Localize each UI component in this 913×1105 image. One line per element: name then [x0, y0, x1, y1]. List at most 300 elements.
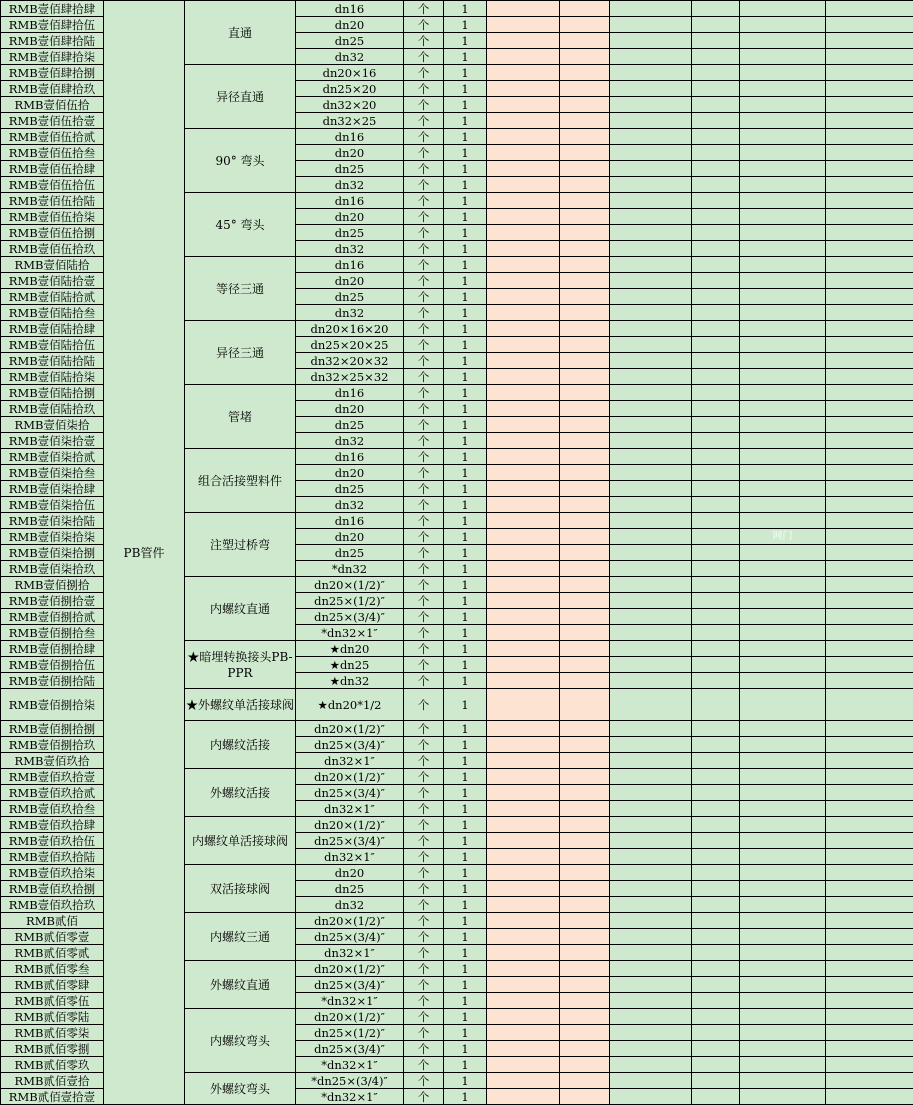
blank-cell[interactable]: [740, 913, 826, 929]
spec-cell[interactable]: dn32×25×32: [296, 369, 404, 385]
blank-cell[interactable]: [740, 369, 826, 385]
blank-cell[interactable]: [826, 513, 913, 529]
price-cell[interactable]: [487, 577, 560, 593]
unit-cell[interactable]: 个: [404, 785, 444, 801]
blank-cell[interactable]: [740, 945, 826, 961]
spec-cell[interactable]: dn25×(3/4)″: [296, 833, 404, 849]
blank-cell[interactable]: [692, 657, 740, 673]
serial-cell[interactable]: RMB贰佰零壹: [1, 929, 104, 945]
blank-cell[interactable]: [826, 993, 913, 1009]
qty-cell[interactable]: 1: [444, 801, 487, 817]
blank-cell[interactable]: [826, 881, 913, 897]
spec-cell[interactable]: ★dn25: [296, 657, 404, 673]
blank-cell[interactable]: [692, 929, 740, 945]
blank-cell[interactable]: [826, 801, 913, 817]
amount-cell[interactable]: [560, 433, 610, 449]
qty-cell[interactable]: 1: [444, 721, 487, 737]
serial-cell[interactable]: RMB壹佰玖拾贰: [1, 785, 104, 801]
unit-cell[interactable]: 个: [404, 305, 444, 321]
price-cell[interactable]: [487, 977, 560, 993]
amount-cell[interactable]: [560, 321, 610, 337]
blank-cell[interactable]: [826, 417, 913, 433]
blank-cell[interactable]: [692, 817, 740, 833]
qty-cell[interactable]: 1: [444, 513, 487, 529]
unit-cell[interactable]: 个: [404, 945, 444, 961]
blank-cell[interactable]: [826, 65, 913, 81]
item-name-cell[interactable]: 注塑过桥弯: [185, 513, 296, 577]
blank-cell[interactable]: [610, 993, 692, 1009]
blank-cell[interactable]: [740, 673, 826, 689]
blank-cell[interactable]: [826, 193, 913, 209]
spec-cell[interactable]: dn25×(3/4)″: [296, 977, 404, 993]
blank-cell[interactable]: [826, 305, 913, 321]
price-cell[interactable]: [487, 1089, 560, 1105]
blank-cell[interactable]: [740, 337, 826, 353]
unit-cell[interactable]: 个: [404, 577, 444, 593]
price-cell[interactable]: [487, 657, 560, 673]
blank-cell[interactable]: [610, 1057, 692, 1073]
qty-cell[interactable]: 1: [444, 129, 487, 145]
blank-cell[interactable]: [826, 1041, 913, 1057]
amount-cell[interactable]: [560, 849, 610, 865]
blank-cell[interactable]: [826, 689, 913, 721]
spec-cell[interactable]: dn25×(1/2)″: [296, 593, 404, 609]
blank-cell[interactable]: [610, 929, 692, 945]
price-cell[interactable]: [487, 513, 560, 529]
blank-cell[interactable]: [692, 465, 740, 481]
blank-cell[interactable]: [826, 321, 913, 337]
amount-cell[interactable]: [560, 785, 610, 801]
amount-cell[interactable]: [560, 129, 610, 145]
amount-cell[interactable]: [560, 449, 610, 465]
blank-cell[interactable]: [610, 353, 692, 369]
price-cell[interactable]: [487, 801, 560, 817]
amount-cell[interactable]: [560, 241, 610, 257]
blank-cell[interactable]: [692, 113, 740, 129]
item-name-cell[interactable]: 90° 弯头: [185, 129, 296, 193]
item-name-cell[interactable]: 内螺纹单活接球阀: [185, 817, 296, 865]
qty-cell[interactable]: 1: [444, 81, 487, 97]
blank-cell[interactable]: [692, 977, 740, 993]
blank-cell[interactable]: [692, 1025, 740, 1041]
price-cell[interactable]: [487, 273, 560, 289]
blank-cell[interactable]: [610, 33, 692, 49]
unit-cell[interactable]: 个: [404, 257, 444, 273]
unit-cell[interactable]: 个: [404, 977, 444, 993]
spec-cell[interactable]: dn20×(1/2)″: [296, 817, 404, 833]
spec-cell[interactable]: dn32: [296, 897, 404, 913]
blank-cell[interactable]: [692, 865, 740, 881]
price-cell[interactable]: [487, 561, 560, 577]
item-name-cell[interactable]: 45° 弯头: [185, 193, 296, 257]
unit-cell[interactable]: 个: [404, 673, 444, 689]
blank-cell[interactable]: [610, 801, 692, 817]
serial-cell[interactable]: RMB壹佰伍拾: [1, 97, 104, 113]
blank-cell[interactable]: [692, 369, 740, 385]
qty-cell[interactable]: 1: [444, 657, 487, 673]
spec-cell[interactable]: dn32: [296, 433, 404, 449]
amount-cell[interactable]: [560, 289, 610, 305]
qty-cell[interactable]: 1: [444, 993, 487, 1009]
blank-cell[interactable]: [610, 1025, 692, 1041]
blank-cell[interactable]: [740, 641, 826, 657]
unit-cell[interactable]: 个: [404, 1009, 444, 1025]
unit-cell[interactable]: 个: [404, 1, 444, 17]
blank-cell[interactable]: [610, 689, 692, 721]
unit-cell[interactable]: 个: [404, 1025, 444, 1041]
spec-cell[interactable]: dn25: [296, 545, 404, 561]
serial-cell[interactable]: RMB壹佰玖拾肆: [1, 817, 104, 833]
blank-cell[interactable]: [610, 817, 692, 833]
blank-cell[interactable]: [740, 545, 826, 561]
qty-cell[interactable]: 1: [444, 977, 487, 993]
qty-cell[interactable]: 1: [444, 1057, 487, 1073]
blank-cell[interactable]: [610, 897, 692, 913]
unit-cell[interactable]: 个: [404, 657, 444, 673]
amount-cell[interactable]: [560, 881, 610, 897]
blank-cell[interactable]: [740, 145, 826, 161]
blank-cell[interactable]: [826, 817, 913, 833]
serial-cell[interactable]: RMB壹佰玖拾伍: [1, 833, 104, 849]
blank-cell[interactable]: [826, 161, 913, 177]
blank-cell[interactable]: [692, 337, 740, 353]
unit-cell[interactable]: 个: [404, 145, 444, 161]
blank-cell[interactable]: [610, 161, 692, 177]
unit-cell[interactable]: 个: [404, 897, 444, 913]
blank-cell[interactable]: [692, 97, 740, 113]
blank-cell[interactable]: [692, 321, 740, 337]
spec-cell[interactable]: dn20×(1/2)″: [296, 1009, 404, 1025]
blank-cell[interactable]: [692, 1041, 740, 1057]
blank-cell[interactable]: [826, 833, 913, 849]
blank-cell[interactable]: [692, 881, 740, 897]
spec-cell[interactable]: dn20×(1/2)″: [296, 913, 404, 929]
amount-cell[interactable]: [560, 225, 610, 241]
blank-cell[interactable]: [692, 673, 740, 689]
serial-cell[interactable]: RMB壹佰玖拾捌: [1, 881, 104, 897]
serial-cell[interactable]: RMB壹佰陆拾柒: [1, 369, 104, 385]
serial-cell[interactable]: RMB壹佰陆拾肆: [1, 321, 104, 337]
serial-cell[interactable]: RMB贰佰零贰: [1, 945, 104, 961]
spec-cell[interactable]: dn20: [296, 401, 404, 417]
blank-cell[interactable]: [740, 785, 826, 801]
qty-cell[interactable]: 1: [444, 33, 487, 49]
spec-cell[interactable]: dn25×(1/2)″: [296, 1025, 404, 1041]
price-cell[interactable]: [487, 993, 560, 1009]
serial-cell[interactable]: RMB壹佰陆拾: [1, 257, 104, 273]
blank-cell[interactable]: [826, 657, 913, 673]
qty-cell[interactable]: 1: [444, 1, 487, 17]
qty-cell[interactable]: 1: [444, 849, 487, 865]
spec-cell[interactable]: dn20: [296, 145, 404, 161]
category-cell[interactable]: PB管件: [104, 1, 185, 1105]
blank-cell[interactable]: [610, 657, 692, 673]
amount-cell[interactable]: [560, 1025, 610, 1041]
qty-cell[interactable]: 1: [444, 481, 487, 497]
blank-cell[interactable]: [692, 257, 740, 273]
blank-cell[interactable]: [740, 513, 826, 529]
spec-cell[interactable]: *dn32×1″: [296, 1057, 404, 1073]
price-cell[interactable]: [487, 193, 560, 209]
blank-cell[interactable]: [740, 305, 826, 321]
price-cell[interactable]: [487, 1057, 560, 1073]
price-cell[interactable]: [487, 753, 560, 769]
amount-cell[interactable]: [560, 865, 610, 881]
unit-cell[interactable]: 个: [404, 385, 444, 401]
price-cell[interactable]: [487, 817, 560, 833]
blank-cell[interactable]: [826, 337, 913, 353]
blank-cell[interactable]: [610, 481, 692, 497]
serial-cell[interactable]: RMB贰佰零陆: [1, 1009, 104, 1025]
blank-cell[interactable]: [692, 17, 740, 33]
amount-cell[interactable]: [560, 833, 610, 849]
blank-cell[interactable]: [826, 273, 913, 289]
blank-cell[interactable]: [740, 17, 826, 33]
blank-cell[interactable]: [740, 433, 826, 449]
blank-cell[interactable]: [692, 1009, 740, 1025]
blank-cell[interactable]: [692, 753, 740, 769]
unit-cell[interactable]: 个: [404, 689, 444, 721]
blank-cell[interactable]: [692, 561, 740, 577]
serial-cell[interactable]: RMB壹佰肆拾肆: [1, 1, 104, 17]
unit-cell[interactable]: 个: [404, 753, 444, 769]
qty-cell[interactable]: 1: [444, 433, 487, 449]
price-cell[interactable]: [487, 737, 560, 753]
unit-cell[interactable]: 个: [404, 913, 444, 929]
blank-cell[interactable]: [740, 609, 826, 625]
blank-cell[interactable]: [826, 593, 913, 609]
amount-cell[interactable]: [560, 401, 610, 417]
blank-cell[interactable]: [610, 97, 692, 113]
unit-cell[interactable]: 个: [404, 449, 444, 465]
qty-cell[interactable]: 1: [444, 1025, 487, 1041]
blank-cell[interactable]: [826, 177, 913, 193]
qty-cell[interactable]: 1: [444, 609, 487, 625]
spec-cell[interactable]: dn32×1″: [296, 801, 404, 817]
blank-cell[interactable]: [740, 897, 826, 913]
amount-cell[interactable]: [560, 529, 610, 545]
serial-cell[interactable]: RMB壹佰柒拾壹: [1, 433, 104, 449]
blank-cell[interactable]: [740, 449, 826, 465]
qty-cell[interactable]: 1: [444, 545, 487, 561]
blank-cell[interactable]: [610, 673, 692, 689]
spec-cell[interactable]: dn20×(1/2)″: [296, 769, 404, 785]
blank-cell[interactable]: [610, 833, 692, 849]
qty-cell[interactable]: 1: [444, 881, 487, 897]
blank-cell[interactable]: [610, 241, 692, 257]
serial-cell[interactable]: RMB壹佰捌拾叁: [1, 625, 104, 641]
blank-cell[interactable]: [740, 321, 826, 337]
qty-cell[interactable]: 1: [444, 449, 487, 465]
blank-cell[interactable]: [692, 945, 740, 961]
amount-cell[interactable]: [560, 145, 610, 161]
item-name-cell[interactable]: 外螺纹活接: [185, 769, 296, 817]
blank-cell[interactable]: [692, 209, 740, 225]
spec-cell[interactable]: dn16: [296, 129, 404, 145]
blank-cell[interactable]: [692, 225, 740, 241]
amount-cell[interactable]: [560, 545, 610, 561]
amount-cell[interactable]: [560, 33, 610, 49]
qty-cell[interactable]: 1: [444, 273, 487, 289]
spec-cell[interactable]: ★dn20: [296, 641, 404, 657]
spec-cell[interactable]: dn20×(1/2)″: [296, 577, 404, 593]
unit-cell[interactable]: 个: [404, 353, 444, 369]
serial-cell[interactable]: RMB壹佰玖拾柒: [1, 865, 104, 881]
blank-cell[interactable]: [610, 193, 692, 209]
price-cell[interactable]: [487, 81, 560, 97]
spec-cell[interactable]: dn20: [296, 465, 404, 481]
blank-cell[interactable]: [610, 113, 692, 129]
price-cell[interactable]: [487, 209, 560, 225]
serial-cell[interactable]: RMB壹佰捌拾: [1, 577, 104, 593]
unit-cell[interactable]: 个: [404, 113, 444, 129]
spec-cell[interactable]: dn16: [296, 513, 404, 529]
serial-cell[interactable]: RMB壹佰捌拾陆: [1, 673, 104, 689]
qty-cell[interactable]: 1: [444, 353, 487, 369]
unit-cell[interactable]: 个: [404, 65, 444, 81]
spec-cell[interactable]: dn16: [296, 1, 404, 17]
blank-cell[interactable]: [826, 737, 913, 753]
qty-cell[interactable]: 1: [444, 833, 487, 849]
serial-cell[interactable]: RMB壹佰伍拾陆: [1, 193, 104, 209]
unit-cell[interactable]: 个: [404, 433, 444, 449]
unit-cell[interactable]: 个: [404, 849, 444, 865]
item-name-cell[interactable]: 内螺纹活接: [185, 721, 296, 769]
amount-cell[interactable]: [560, 353, 610, 369]
blank-cell[interactable]: [692, 801, 740, 817]
blank-cell[interactable]: [692, 497, 740, 513]
item-name-cell[interactable]: 组合活接塑料件: [185, 449, 296, 513]
blank-cell[interactable]: [826, 865, 913, 881]
serial-cell[interactable]: RMB贰佰零叁: [1, 961, 104, 977]
blank-cell[interactable]: [826, 129, 913, 145]
price-cell[interactable]: [487, 257, 560, 273]
blank-cell[interactable]: [740, 977, 826, 993]
price-cell[interactable]: [487, 145, 560, 161]
qty-cell[interactable]: 1: [444, 1009, 487, 1025]
blank-cell[interactable]: [692, 65, 740, 81]
spec-cell[interactable]: dn25×(3/4)″: [296, 609, 404, 625]
unit-cell[interactable]: 个: [404, 225, 444, 241]
item-name-cell[interactable]: 异径三通: [185, 321, 296, 385]
amount-cell[interactable]: [560, 929, 610, 945]
blank-cell[interactable]: [610, 497, 692, 513]
amount-cell[interactable]: [560, 97, 610, 113]
price-cell[interactable]: [487, 129, 560, 145]
qty-cell[interactable]: 1: [444, 1073, 487, 1089]
spec-cell[interactable]: dn25×(3/4)″: [296, 929, 404, 945]
price-cell[interactable]: [487, 417, 560, 433]
spec-cell[interactable]: dn20: [296, 209, 404, 225]
blank-cell[interactable]: [826, 433, 913, 449]
blank-cell[interactable]: [692, 145, 740, 161]
blank-cell[interactable]: [692, 129, 740, 145]
blank-cell[interactable]: [740, 465, 826, 481]
price-cell[interactable]: [487, 1073, 560, 1089]
blank-cell[interactable]: [610, 529, 692, 545]
blank-cell[interactable]: [740, 593, 826, 609]
blank-cell[interactable]: [740, 1089, 826, 1105]
qty-cell[interactable]: 1: [444, 385, 487, 401]
amount-cell[interactable]: [560, 657, 610, 673]
blank-cell[interactable]: [826, 17, 913, 33]
blank-cell[interactable]: [610, 881, 692, 897]
blank-cell[interactable]: [692, 833, 740, 849]
blank-cell[interactable]: [740, 81, 826, 97]
blank-cell[interactable]: [826, 225, 913, 241]
amount-cell[interactable]: [560, 49, 610, 65]
blank-cell[interactable]: [610, 433, 692, 449]
serial-cell[interactable]: RMB壹佰伍拾叁: [1, 145, 104, 161]
qty-cell[interactable]: 1: [444, 113, 487, 129]
spec-cell[interactable]: dn32: [296, 497, 404, 513]
unit-cell[interactable]: 个: [404, 1073, 444, 1089]
blank-cell[interactable]: [826, 673, 913, 689]
spec-cell[interactable]: dn32: [296, 49, 404, 65]
price-cell[interactable]: [487, 1025, 560, 1041]
blank-cell[interactable]: [610, 257, 692, 273]
blank-cell[interactable]: [740, 1073, 826, 1089]
serial-cell[interactable]: RMB贰佰零伍: [1, 993, 104, 1009]
spec-cell[interactable]: dn32: [296, 241, 404, 257]
price-cell[interactable]: [487, 961, 560, 977]
unit-cell[interactable]: 个: [404, 513, 444, 529]
unit-cell[interactable]: 个: [404, 465, 444, 481]
unit-cell[interactable]: 个: [404, 993, 444, 1009]
serial-cell[interactable]: RMB贰佰零捌: [1, 1041, 104, 1057]
blank-cell[interactable]: [610, 1009, 692, 1025]
blank-cell[interactable]: [826, 769, 913, 785]
spec-cell[interactable]: dn25×20: [296, 81, 404, 97]
qty-cell[interactable]: 1: [444, 225, 487, 241]
blank-cell[interactable]: [692, 385, 740, 401]
unit-cell[interactable]: 个: [404, 881, 444, 897]
amount-cell[interactable]: [560, 385, 610, 401]
serial-cell[interactable]: RMB壹佰玖拾叁: [1, 801, 104, 817]
qty-cell[interactable]: 1: [444, 529, 487, 545]
blank-cell[interactable]: [740, 689, 826, 721]
amount-cell[interactable]: [560, 337, 610, 353]
blank-cell[interactable]: [692, 721, 740, 737]
blank-cell[interactable]: [740, 849, 826, 865]
qty-cell[interactable]: 1: [444, 1041, 487, 1057]
amount-cell[interactable]: [560, 689, 610, 721]
blank-cell[interactable]: [826, 961, 913, 977]
blank-cell[interactable]: [740, 737, 826, 753]
blank-cell[interactable]: [740, 561, 826, 577]
spec-cell[interactable]: dn20×(1/2)″: [296, 961, 404, 977]
blank-cell[interactable]: [826, 369, 913, 385]
blank-cell[interactable]: [740, 65, 826, 81]
spec-cell[interactable]: dn25: [296, 289, 404, 305]
blank-cell[interactable]: [826, 561, 913, 577]
blank-cell[interactable]: [826, 625, 913, 641]
amount-cell[interactable]: [560, 465, 610, 481]
blank-cell[interactable]: [610, 625, 692, 641]
blank-cell[interactable]: [740, 817, 826, 833]
blank-cell[interactable]: [740, 289, 826, 305]
qty-cell[interactable]: 1: [444, 209, 487, 225]
qty-cell[interactable]: 1: [444, 961, 487, 977]
serial-cell[interactable]: RMB壹佰捌拾贰: [1, 609, 104, 625]
amount-cell[interactable]: [560, 209, 610, 225]
amount-cell[interactable]: [560, 753, 610, 769]
qty-cell[interactable]: 1: [444, 465, 487, 481]
blank-cell[interactable]: [610, 865, 692, 881]
blank-cell[interactable]: [740, 625, 826, 641]
qty-cell[interactable]: 1: [444, 641, 487, 657]
blank-cell[interactable]: [826, 385, 913, 401]
